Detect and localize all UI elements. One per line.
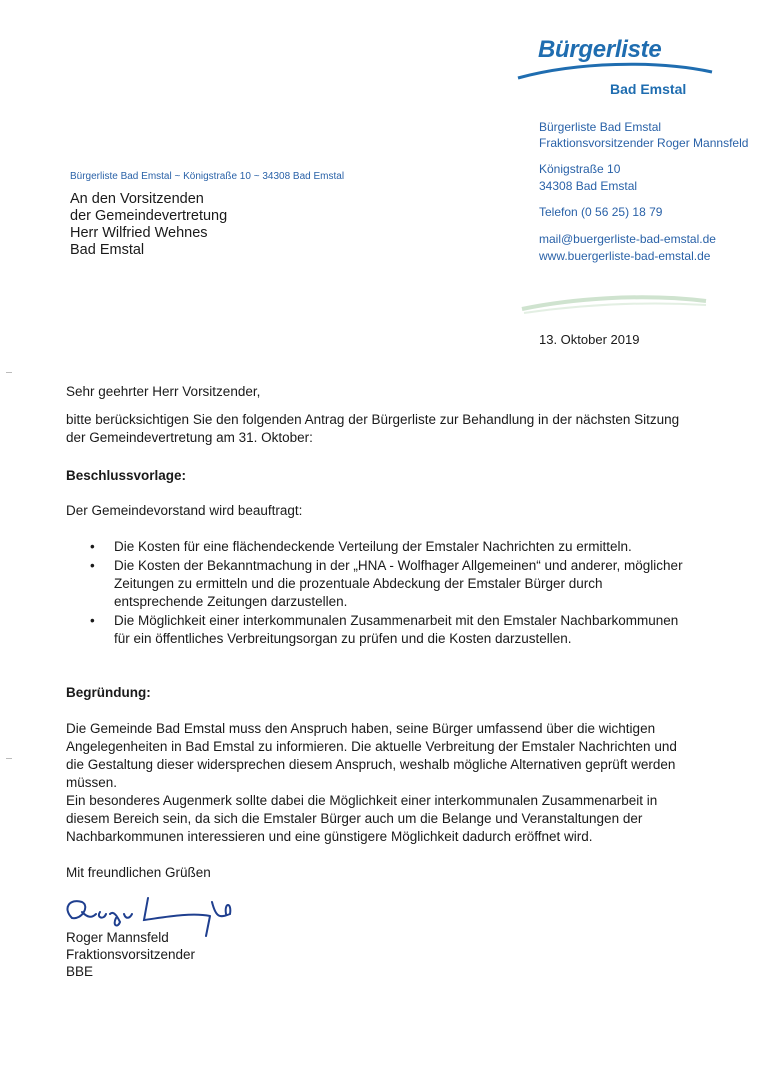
logo-swoosh-icon: [516, 60, 716, 82]
sender-phone: Telefon (0 56 25) 18 79: [539, 205, 663, 219]
return-address: Bürgerliste Bad Emstal ~ Königstraße 10 ~ 34308 Bad Emstal: [70, 171, 345, 182]
begruendung-paragraph-2: Ein besonderes Augenmerk sollte dabei die Möglichkeit einer interkommunalen Zusammenarbeit in diesem Bereich sein, da sich die Emstaler Bürger auch um die Belange und Veranstaltungen der Nachbarkommunen interessieren und eine günstigere Möglichkeit dadurch eröffnet wird.: [66, 793, 658, 844]
signer-org: BBE: [66, 964, 94, 979]
sender-street: Königstraße 10: [539, 162, 621, 176]
sender-org: Bürgerliste Bad Emstal: [539, 120, 662, 134]
intro-paragraph: bitte berücksichtigen Sie den folgenden Antrag der Bürgerliste zur Behandlung in der nächsten Sitzung der Gemeindevertretung am 31. Oktober:: [66, 412, 680, 445]
fold-mark: [6, 758, 12, 759]
signer-name: Roger Mannsfeld: [66, 930, 169, 945]
closing: Mit freundlichen Grüßen: [66, 865, 211, 880]
bullet-icon: •: [90, 613, 95, 628]
signer-role: Fraktionsvorsitzender: [66, 947, 196, 962]
recipient-block: [70, 191, 227, 259]
logo-subtitle: Bad Emstal: [610, 81, 687, 97]
sender-chair: Fraktionsvorsitzender Roger Mannsfeld: [539, 136, 749, 150]
sender-web[interactable]: www.buergerliste-bad-emstal.de: [539, 249, 711, 263]
list-item: [90, 557, 690, 611]
letter-date: 13. Oktober 2019: [539, 332, 640, 347]
recipient-line: der Gemeindevertretung: [70, 208, 228, 224]
list-item: [90, 538, 690, 556]
beschluss-heading: Beschlussvorlage:: [66, 468, 187, 483]
recipient-line: Bad Emstal: [70, 242, 145, 258]
beschluss-list: [90, 538, 690, 649]
list-item-text: Die Kosten der Bekanntmachung in der „HNA - Wolfhager Allgemeinen“ und anderer, möglicher Zeitungen zu ermitteln und die prozentuale Abdeckung der Emstaler Bürger durch entsprechende Zeitungen darzustellen.: [114, 558, 683, 609]
recipient-line: An den Vorsitzenden: [70, 191, 204, 207]
list-item-text: Die Kosten für eine flächendeckende Verteilung der Emstaler Nachrichten zu ermitteln.: [114, 539, 632, 554]
recipient-line: Herr Wilfried Wehnes: [70, 225, 208, 241]
bullet-icon: •: [90, 539, 95, 554]
decorative-swoosh-icon: [520, 293, 710, 317]
fold-mark: [6, 372, 12, 373]
sender-city: 34308 Bad Emstal: [539, 179, 638, 193]
logo-title: Bürgerliste: [538, 36, 662, 63]
beschluss-lead: Der Gemeindevorstand wird beauftragt:: [66, 503, 303, 518]
signer-block: [66, 929, 195, 980]
bullet-icon: •: [90, 558, 95, 573]
list-item: [90, 612, 690, 648]
begruendung-paragraph-1: Die Gemeinde Bad Emstal muss den Anspruch haben, seine Bürger umfassend über die wichtigen Angelegenheiten in Bad Emstal zu informieren. Die aktuelle Verbreitung der Emstaler Nachrichten und die Gestaltung dieser widersprechen diesem Anspruch, weshalb mögliche Alternativen geprüft werden müssen.: [66, 721, 677, 790]
list-item-text: Die Möglichkeit einer interkommunalen Zusammenarbeit mit den Emstaler Nachbarkommunen für ein öffentliches Verbreitungsorgan zu prüfen und die Kosten darzustellen.: [114, 613, 679, 646]
salutation: Sehr geehrter Herr Vorsitzender,: [66, 384, 261, 399]
begruendung-heading: Begründung:: [66, 685, 151, 700]
sender-email[interactable]: mail@buergerliste-bad-emstal.de: [539, 232, 716, 246]
